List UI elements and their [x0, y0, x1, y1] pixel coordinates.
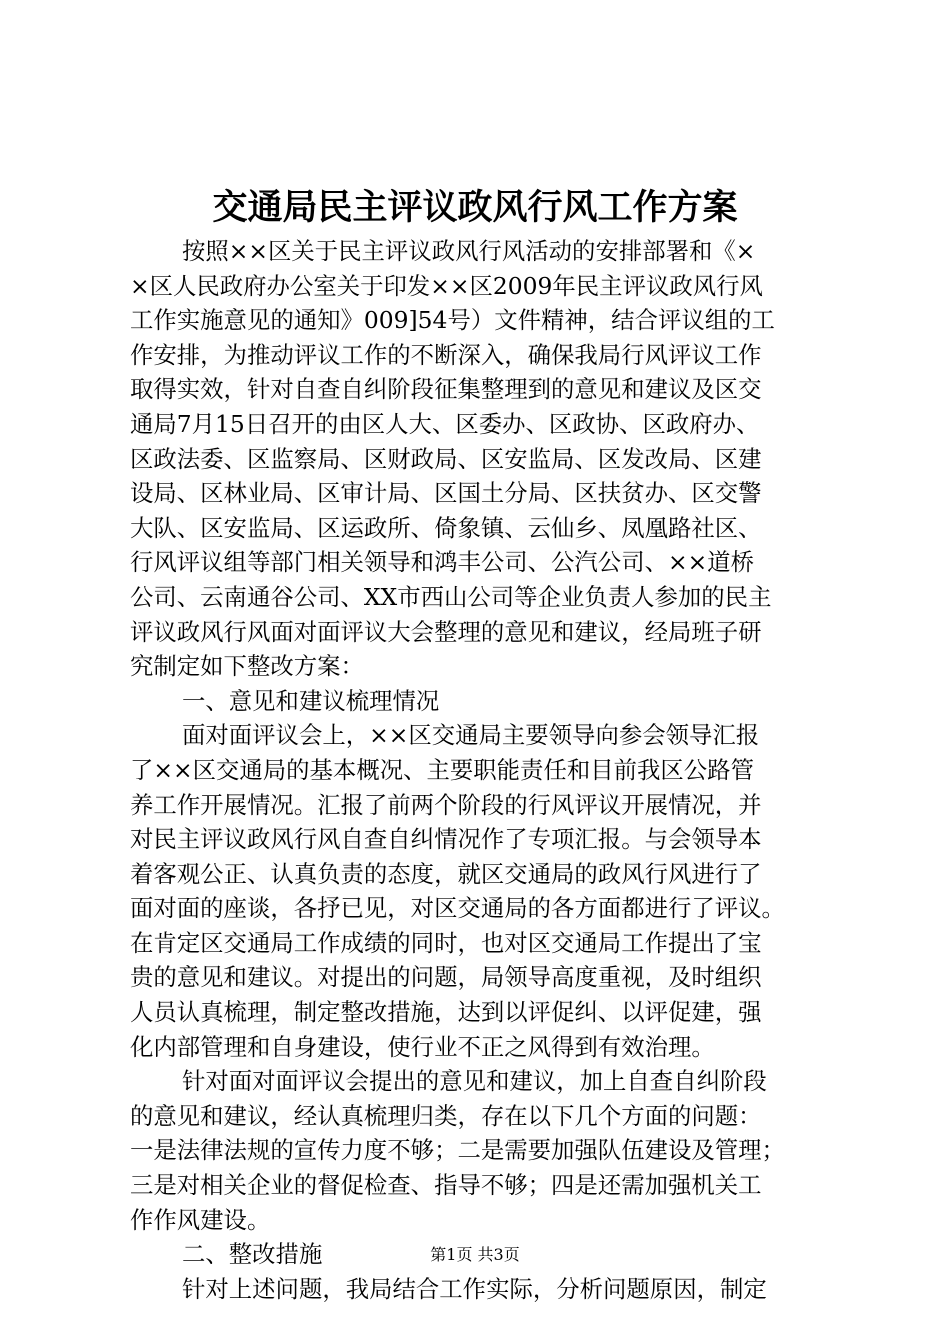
text-line: 行风评议组等部门相关领导和鸿丰公司、公汽公司、××道桥 [130, 548, 754, 577]
section-heading: 一、意见和建议梳理情况 [182, 686, 440, 715]
text-line: 工作实施意见的通知》009]54号）文件精神，结合评议组的工 [130, 306, 775, 335]
text-line: 按照××区关于民主评议政风行风活动的安排部署和《× [182, 237, 756, 265]
text-line: ×区人民政府办公室关于印发××区2009年民主评议政风行风 [130, 271, 763, 300]
section-heading: 二、整改措施 [182, 1240, 323, 1269]
text-line: 设局、区林业局、区审计局、区国土分局、区扶贫办、区交警 [130, 479, 762, 508]
text-line: 人员认真梳理，制定整改措施，达到以评促纠、以评促建，强 [130, 998, 762, 1027]
text-line: 了××区交通局的基本概况、主要职能责任和目前我区公路管 [130, 755, 754, 784]
text-line: 大队、区安监局、区运政所、倚象镇、云仙乡、凤凰路社区、 [130, 513, 762, 542]
text-line: 养工作开展情况。汇报了前两个阶段的行风评议开展情况，并 [130, 790, 762, 819]
text-line: 公司、云南通谷公司、XX市西山公司等企业负责人参加的民主 [130, 582, 772, 611]
document-title: 交通局民主评议政风行风工作方案 [212, 187, 738, 228]
page-number-footer: 第1页 共3页 [430, 1245, 520, 1264]
text-line: 究制定如下整改方案： [130, 652, 364, 681]
text-line: 作作风建设。 [130, 1205, 271, 1234]
text-line: 对民主评议政风行风自查自纠情况作了专项汇报。与会领导本 [130, 825, 762, 854]
text-line: 化内部管理和自身建设，使行业不正之风得到有效治理。 [130, 1032, 715, 1061]
text-line: 区政法委、区监察局、区财政局、区安监局、区发改局、区建 [130, 444, 762, 473]
text-line: 评议政风行风面对面评议大会整理的意见和建议，经局班子研 [130, 617, 762, 646]
text-line: 针对上述问题，我局结合工作实际，分析问题原因，制定 [182, 1274, 767, 1303]
text-line: 取得实效，针对自查自纠阶段征集整理到的意见和建议及区交 [130, 375, 762, 404]
text-line: 面对面的座谈，各抒已见，对区交通局的各方面都进行了评议。 [130, 894, 785, 923]
text-line: 在肯定区交通局工作成绩的同时，也对区交通局工作提出了宝 [130, 928, 762, 957]
document-body [130, 234, 830, 1306]
text-line: 一是法律法规的宣传力度不够；二是需要加强队伍建设及管理； [130, 1136, 785, 1165]
text-line: 作安排，为推动评议工作的不断深入，确保我局行风评议工作 [130, 340, 762, 369]
text-line: 面对面评议会上，××区交通局主要领导向参会领导汇报 [182, 721, 760, 750]
text-line: 贵的意见和建议。对提出的问题，局领导高度重视，及时组织 [130, 963, 762, 992]
text-line: 针对面对面评议会提出的意见和建议，加上自查自纠阶段 [182, 1067, 767, 1096]
text-line: 的意见和建议，经认真梳理归类，存在以下几个方面的问题： [130, 1101, 762, 1130]
text-line: 着客观公正、认真负责的态度，就区交通局的政风行风进行了 [130, 859, 762, 888]
text-line: 通局7月15日召开的由区人大、区委办、区政协、区政府办、 [130, 409, 760, 438]
text-line: 三是对相关企业的督促检查、指导不够；四是还需加强机关工 [130, 1171, 762, 1200]
